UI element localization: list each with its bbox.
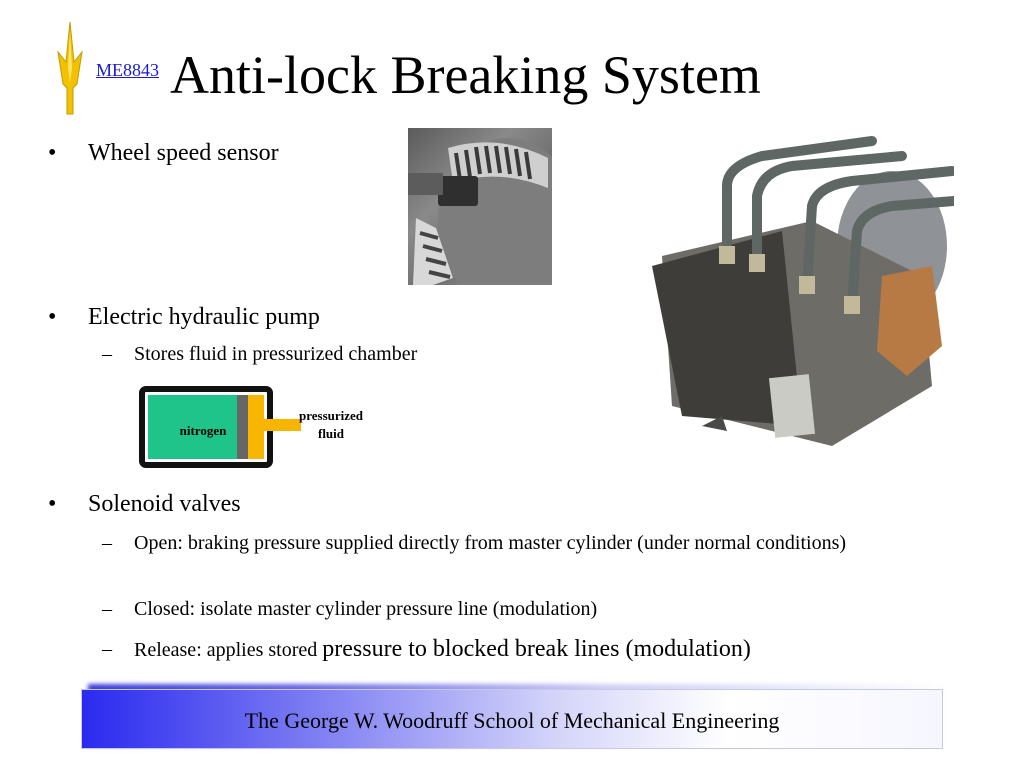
wheel-speed-sensor-photo: [408, 128, 552, 285]
sub-bullet-open: [102, 528, 954, 558]
sub-bullet-closed: [102, 594, 598, 624]
sub-bullet-dash: –: [102, 598, 112, 620]
nitrogen-label: nitrogen: [179, 423, 227, 438]
sub-bullet-text: Closed: isolate master cylinder pressure line (modulation): [134, 598, 598, 620]
bullet-electric-hydraulic-pump: [48, 302, 320, 332]
sub-bullet-text: Stores fluid in pressurized chamber: [134, 343, 418, 365]
fluid-label-line-2: fluid: [317, 426, 344, 441]
bullet-dot: •: [48, 304, 57, 330]
fluid-label-line-1: pressurized: [298, 408, 364, 423]
bullet-dot: •: [48, 140, 57, 166]
footer-banner: [81, 689, 943, 749]
fluid-chamber: [248, 395, 264, 459]
sub-bullet-pump-note: [102, 339, 418, 369]
sub-bullet-release: [102, 634, 751, 665]
bullet-dot: •: [48, 491, 57, 517]
sub-bullet-dash: –: [102, 638, 112, 660]
bullet-text: Wheel speed sensor: [88, 140, 279, 166]
sub-bullet-dash: –: [102, 343, 112, 365]
bullet-text: Solenoid valves: [88, 491, 241, 517]
sub-bullet-dash: –: [102, 532, 112, 554]
sub-bullet-text-tail: pressure to blocked break lines (modulation): [322, 636, 751, 662]
bullet-text: Electric hydraulic pump: [88, 304, 320, 330]
abs-hydraulic-unit-photo: [632, 126, 954, 464]
piston: [237, 395, 248, 459]
sub-bullet-text: Open: braking pressure supplied directly from master cylinder (under normal conditions): [134, 532, 847, 554]
sub-bullet-text-lead: Release: applies stored: [134, 639, 323, 661]
course-code[interactable]: ME8843: [96, 60, 159, 80]
slide-title: Anti-lock Breaking System: [170, 45, 761, 105]
bullet-solenoid-valves: [48, 489, 241, 519]
bullet-wheel-speed-sensor: [48, 138, 279, 168]
georgia-tech-flame-logo-icon: [55, 22, 85, 118]
footer-text: The George W. Woodruff School of Mechanical Engineering: [244, 708, 780, 733]
